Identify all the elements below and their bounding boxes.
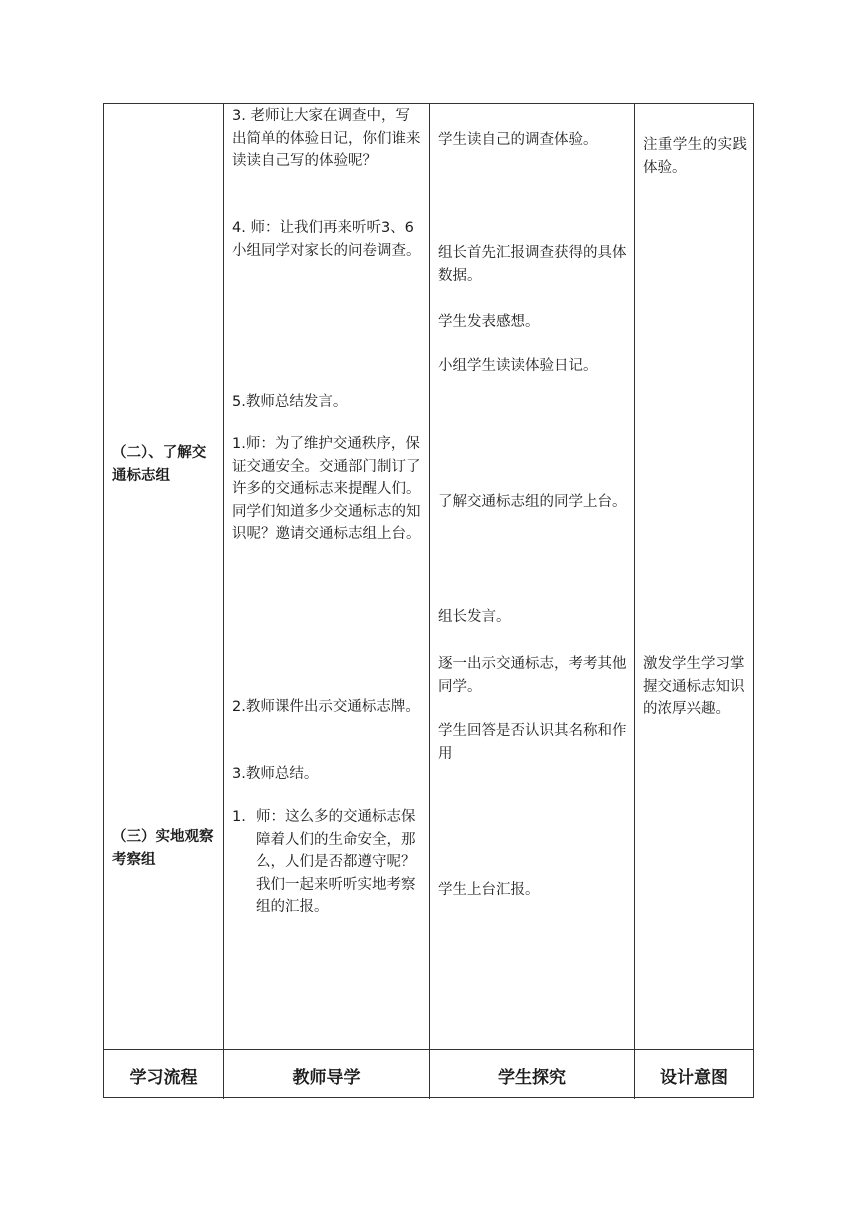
teacher-step-3: 3. 老师让大家在调查中，写出简单的体验日记，你们谁来读读自己写的体验呢？ [232,108,421,169]
intent-practice: 注重学生的实践体验。 [643,137,747,176]
column-divider [634,104,635,1099]
column-divider [429,104,430,1099]
lesson-plan-table [103,103,754,1098]
student-sign-group: 了解交通标志组的同学上台。 [438,494,627,510]
header-design-intent: 设计意图 [660,1067,728,1088]
student-share-feelings: 学生发表感想。 [438,314,540,330]
header-divider [104,1049,753,1050]
teacher-step-4: 4. 师：让我们再来听听3、6小组同学对家长的问卷调查。 [232,220,421,259]
student-report-data: 组长首先汇报调查获得的具体数据。 [438,245,627,284]
student-show-signs: 逐一出示交通标志，考考其他同学。 [438,656,627,695]
list-item-text: 师：这么多的交通标志保障着人们的生命安全，那么，人们是否都遵守呢？我们一起来听听实地考察组的汇报。 [256,809,416,915]
student-field-report: 学生上台汇报。 [438,882,540,898]
list-item-number: 1. [232,809,246,825]
column-divider [223,104,224,1099]
header-student-exploration: 学生探究 [498,1067,566,1088]
intent-interest: 激发学生学习掌握交通标志知识的浓厚兴趣。 [643,656,745,717]
student-read-diary: 小组学生读读体验日记。 [438,358,598,374]
teacher-show-signs: 2.教师课件出示交通标志牌。 [232,699,420,715]
section-2-title: （二）、了解交通标志组 [112,445,207,484]
header-teacher-guidance: 教师导学 [292,1067,361,1088]
student-answer: 学生回答是否认识其名称和作用 [438,723,627,762]
teacher-sign-intro: 1.师：为了维护交通秩序，保证交通安全。交通部门制订了许多的交通标志来提醒人们。同学们知道多少交通标志的知识呢？邀请交通标志组上台。 [232,436,421,542]
teacher-summary: 3.教师总结。 [232,766,319,782]
header-learning-flow: 学习流程 [129,1067,198,1088]
section-3-title: （三）实地观察考察组 [112,829,214,868]
student-leader-speech: 组长发言。 [438,609,511,625]
teacher-field-list [232,806,422,919]
teacher-step-5: 5.教师总结发言。 [232,394,348,410]
student-read-survey: 学生读自己的调查体验。 [438,132,598,148]
list-item [232,806,422,919]
